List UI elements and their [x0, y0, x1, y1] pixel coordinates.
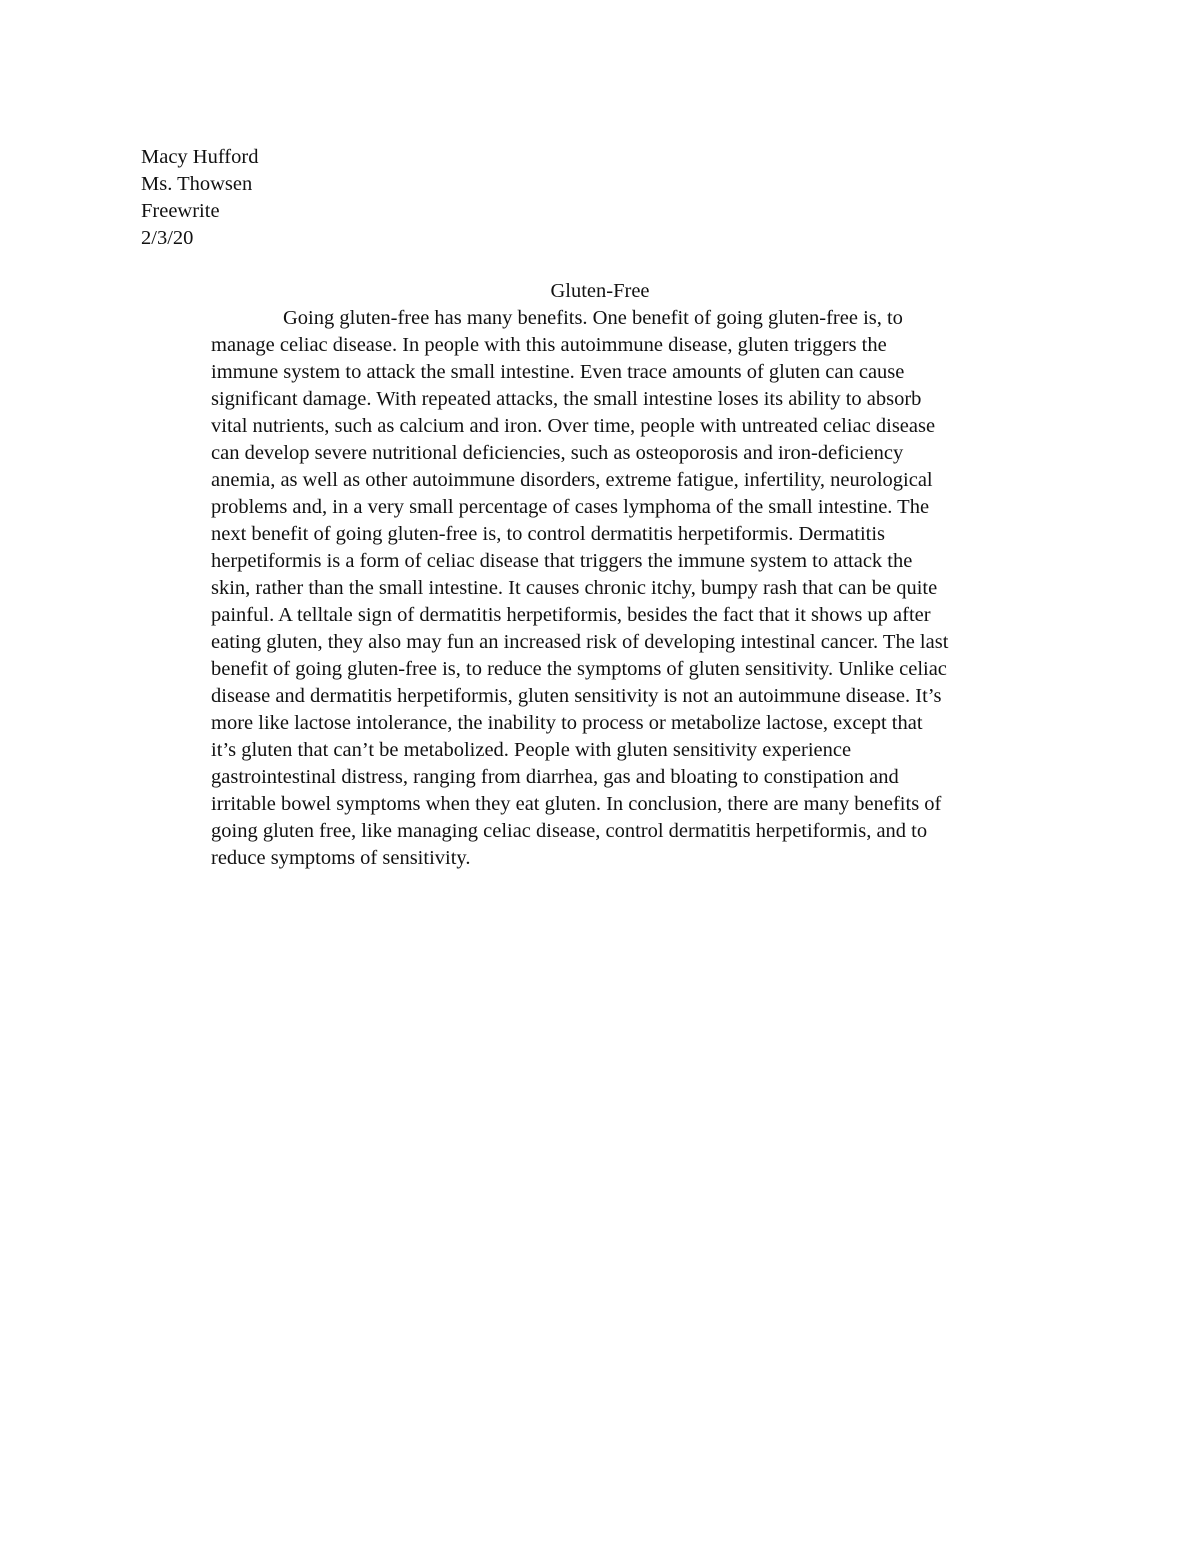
body-line: problems and, in a very small percentage of cases lymphoma of the small intestine. The	[211, 496, 930, 518]
body-line: Going gluten-free has many benefits. One benefit of going gluten-free is, to	[283, 307, 903, 329]
body-line: vital nutrients, such as calcium and iron. Over time, people with untreated celiac disease	[211, 415, 936, 437]
body-line: more like lactose intolerance, the inability to process or metabolize lactose, except that	[211, 712, 923, 734]
body-line: disease and dermatitis herpetiformis, gluten sensitivity is not an autoimmune disease. It’s	[211, 685, 942, 707]
body-line: herpetiformis is a form of celiac disease that triggers the immune system to attack the	[211, 550, 913, 572]
body-line: it’s gluten that can’t be metabolized. People with gluten sensitivity experience	[211, 739, 852, 761]
body-line: manage celiac disease. In people with this autoimmune disease, gluten triggers the	[211, 334, 887, 356]
document-heading	[141, 144, 258, 252]
body-line: irritable bowel symptoms when they eat gluten. In conclusion, there are many benefits of	[211, 793, 942, 815]
body-line: can develop severe nutritional deficiencies, such as osteoporosis and iron-deficiency	[211, 442, 904, 464]
body-line: reduce symptoms of sensitivity.	[211, 847, 471, 869]
body-line: eating gluten, they also may fun an increased risk of developing intestinal cancer. The last	[211, 631, 949, 653]
body-line: going gluten free, like managing celiac disease, control dermatitis herpetiformis, and to	[211, 820, 928, 842]
assignment-name: Freewrite	[141, 200, 220, 222]
body-line: anemia, as well as other autoimmune disorders, extreme fatigue, infertility, neurological	[211, 469, 933, 491]
body-line: skin, rather than the small intestine. It causes chronic itchy, bumpy rash that can be quite	[211, 577, 938, 599]
author-name: Macy Hufford	[141, 146, 259, 168]
document-date: 2/3/20	[141, 227, 194, 249]
body-line: gastrointestinal distress, ranging from diarrhea, gas and bloating to constipation and	[211, 766, 899, 788]
essay-body	[211, 305, 1071, 872]
body-line: significant damage. With repeated attacks, the small intestine loses its ability to absorb	[211, 388, 922, 410]
body-line: painful. A telltale sign of dermatitis herpetiformis, besides the fact that it shows up after	[211, 604, 931, 626]
document-title: Gluten-Free	[550, 280, 650, 302]
teacher-name: Ms. Thowsen	[141, 173, 253, 195]
body-line: benefit of going gluten-free is, to reduce the symptoms of gluten sensitivity. Unlike celiac	[211, 658, 947, 680]
body-line: immune system to attack the small intestine. Even trace amounts of gluten can cause	[211, 361, 905, 383]
body-line: next benefit of going gluten-free is, to control dermatitis herpetiformis. Dermatitis	[211, 523, 886, 545]
